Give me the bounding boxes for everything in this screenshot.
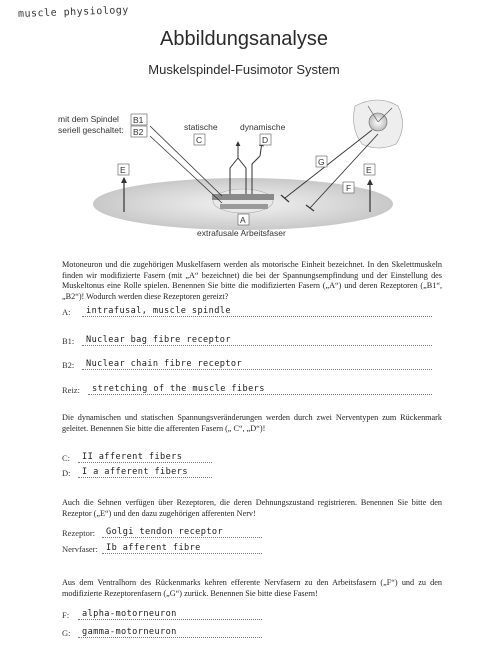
- answer-row-nervfaser: [62, 542, 262, 556]
- answer-row-reiz: [62, 383, 432, 397]
- answer-row-a: [62, 305, 432, 319]
- answer-line-d: [78, 477, 212, 478]
- box-e-right-label: E: [366, 165, 372, 175]
- answer-line-b1: [82, 345, 432, 346]
- answer-line-reiz: [88, 394, 432, 395]
- question-paragraph-4: Aus dem Ventralhorn des Rückenmarks kehren efferente Nervfasern zu den Arbeitsfasern („F“) und zu den modifizierte Rezeptorenfasern („G“) zurück. Benennen Sie bitte diese Fasern!: [62, 578, 442, 598]
- box-a-label: A: [240, 215, 246, 225]
- label-statische: statische: [184, 122, 218, 132]
- answer-line-c: [78, 462, 212, 463]
- question-paragraph-2: Die dynamischen und statischen Spannungsveränderungen werden durch zwei Nerventypen zum Rückenmark geleitet. Benennen Sie bitte die afferenten Fasern („ C“, „D“)!: [62, 413, 442, 433]
- answer-row-b2: [62, 358, 432, 372]
- intrafusal-spindle-shape: [213, 189, 273, 213]
- answer-value-f: alpha-motorneuron: [82, 609, 177, 619]
- box-b1-label: B1: [133, 115, 144, 125]
- answer-row-rezeptor: [62, 526, 262, 540]
- box-f-label: F: [346, 183, 352, 193]
- answer-value-a: intrafusal, muscle spindle: [86, 306, 231, 316]
- answer-line-a: [82, 316, 432, 317]
- answer-value-rezeptor: Golgi tendon receptor: [106, 527, 224, 537]
- answer-label-f: F:: [62, 610, 70, 620]
- answer-value-nervfaser: Ib afferent fibre: [106, 543, 201, 553]
- answer-row-c: [62, 451, 212, 465]
- answer-label-d: D:: [62, 468, 71, 478]
- page-subtitle: Muskelspindel-Fusimotor System: [148, 62, 340, 77]
- label-spindel-line2: seriell geschaltet:: [58, 125, 124, 135]
- answer-value-b2: Nuclear chain fibre receptor: [86, 359, 243, 369]
- label-dynamische: dynamische: [240, 122, 286, 132]
- answer-value-c: II afferent fibers: [82, 452, 183, 462]
- spindle-core-lower: [220, 204, 268, 209]
- answer-label-rezeptor: Rezeptor:: [62, 528, 96, 538]
- answer-label-b2: B2:: [62, 360, 75, 370]
- answer-value-reiz: stretching of the muscle fibers: [92, 384, 265, 394]
- question-paragraph-1: Motoneuron und die zugehörigen Muskelfasern werden als motorische Einheit bezeichnet. In den Skelettmuskeln finden wir modifizierte Fasern (mit „A“ bezeichnet) die bei der Spannungsempfindung und der Einstellung des Muskeltonus eine Rolle spielen. Benennen Sie bitte die modifizierten Fasern („A“) und deren Rezeptoren („B1“, „B2“)! Wodurch werden diese Rezeptoren gereizt?: [62, 260, 442, 301]
- box-b2-label: B2: [133, 127, 144, 137]
- answer-label-b1: B1:: [62, 336, 75, 346]
- answer-row-f: [62, 608, 262, 622]
- answer-label-c: C:: [62, 453, 71, 463]
- answer-line-rezeptor: [102, 537, 262, 538]
- answer-label-reiz: Reiz:: [62, 385, 80, 395]
- box-g-label: G: [318, 157, 325, 167]
- answer-value-b1: Nuclear bag fibre receptor: [86, 335, 231, 345]
- answer-row-d: [62, 466, 212, 480]
- answer-label-nervfaser: Nervfaser:: [62, 544, 98, 554]
- box-e-left-label: E: [120, 165, 126, 175]
- label-extrafusal: extrafusale Arbeitsfaser: [197, 228, 286, 238]
- answer-row-g: [62, 626, 262, 640]
- box-c-label: C: [196, 135, 203, 145]
- box-d-label: D: [262, 135, 269, 145]
- label-spindel-line1: mit dem Spindel: [58, 114, 119, 124]
- page-title: Abbildungsanalyse: [160, 28, 328, 50]
- answer-row-b1: [62, 334, 432, 348]
- handwritten-course-note: muscle physiology: [17, 5, 130, 20]
- answer-value-d: I a afferent fibers: [82, 467, 188, 477]
- answer-value-g: gamma-motorneuron: [82, 627, 177, 637]
- answer-line-b2: [82, 369, 432, 370]
- answer-line-nervfaser: [102, 553, 262, 554]
- answer-line-g: [78, 637, 262, 638]
- answer-line-f: [78, 619, 262, 620]
- muscle-spindle-diagram: [0, 86, 488, 246]
- question-paragraph-3: Auch die Sehnen verfügen über Rezeptoren, die deren Dehnungszustand registrieren. Benennen Sie bitte den Rezeptor („E“) und den dazu zugehörigen afferenten Nerv!: [62, 498, 442, 518]
- answer-label-g: G:: [62, 628, 71, 638]
- answer-label-a: A:: [62, 307, 71, 317]
